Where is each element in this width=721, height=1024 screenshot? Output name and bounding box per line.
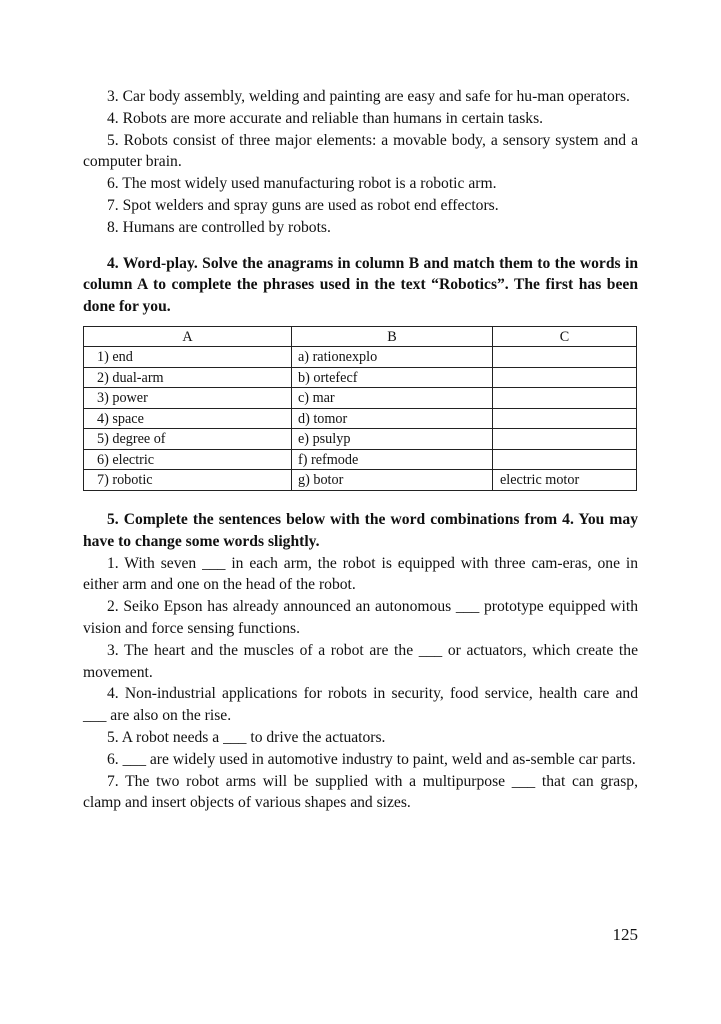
- statement-6: 6. The most widely used manufacturing robot is a robotic arm.: [107, 175, 497, 193]
- cell-b: c) mar: [292, 388, 493, 409]
- sentence-7: 7. The two robot arms will be supplied with a multipurpose ___ that can grasp, clamp and insert objects of various shapes and sizes.: [83, 772, 638, 812]
- cell-b: d) tomor: [292, 408, 493, 429]
- sentence-5: 5. A robot needs a ___ to drive the actuators.: [107, 728, 386, 746]
- statement-4: 4. Robots are more accurate and reliable than humans in certain tasks.: [107, 109, 544, 127]
- cell-a: 7) robotic: [84, 470, 292, 491]
- cell-c: [493, 347, 637, 368]
- column-b-header: B: [292, 326, 493, 347]
- cell-a: 6) electric: [84, 449, 292, 470]
- cell-c: electric motor: [493, 470, 637, 491]
- statement-8: 8. Humans are controlled by robots.: [107, 218, 331, 236]
- sentence-4: 4. Non-industrial applications for robots in security, food service, health care and ___ are also on the rise.: [83, 685, 638, 725]
- exercise-5-instruction: 5. Complete the sentences below with the word combinations from 4. You may have to change some words slightly.: [83, 510, 638, 550]
- anagram-table: [83, 326, 637, 491]
- cell-c: [493, 388, 637, 409]
- table-row: [84, 347, 637, 368]
- sentence-1: 1. With seven ___ in each arm, the robot is equipped with three cam-eras, one in either arm and one on the head of the robot.: [83, 554, 638, 594]
- page-content: [83, 86, 638, 814]
- column-c-header: C: [493, 326, 637, 347]
- table-row: [84, 470, 637, 491]
- table-row: [84, 408, 637, 429]
- sentence-2: 2. Seiko Epson has already announced an autonomous ___ prototype equipped with vision and force sensing functions.: [83, 598, 638, 637]
- sentence-6: 6. ___ are widely used in automotive industry to paint, weld and as-semble car parts.: [107, 750, 636, 768]
- statement-5: 5. Robots consist of three major elements: a movable body, a sensory system and a computer brain.: [83, 131, 638, 171]
- exercise-4-instruction: 4. Word-play. Solve the anagrams in column B and match them to the words in column A to complete the phrases used in the text “Robotics”. The first has been done for you.: [83, 254, 638, 316]
- column-a-header: A: [84, 326, 292, 347]
- cell-c: [493, 408, 637, 429]
- page-number: 125: [612, 925, 638, 944]
- cell-b: g) botor: [292, 470, 493, 491]
- table-header-row: [84, 326, 637, 347]
- table-row: [84, 388, 637, 409]
- cell-a: 2) dual-arm: [84, 367, 292, 388]
- table-row: [84, 429, 637, 450]
- cell-b: a) rationexplo: [292, 347, 493, 368]
- cell-c: [493, 367, 637, 388]
- cell-c: [493, 449, 637, 470]
- sentence-3: 3. The heart and the muscles of a robot are the ___ or actuators, which create the movement.: [83, 641, 638, 681]
- cell-c: [493, 429, 637, 450]
- cell-a: 1) end: [84, 347, 292, 368]
- table-row: [84, 367, 637, 388]
- cell-a: 3) power: [84, 388, 292, 409]
- cell-a: 4) space: [84, 408, 292, 429]
- cell-b: b) ortefecf: [292, 367, 493, 388]
- cell-b: e) psulyp: [292, 429, 493, 450]
- statement-3: 3. Car body assembly, welding and painting are easy and safe for hu-man operators.: [107, 88, 630, 105]
- cell-b: f) refmode: [292, 449, 493, 470]
- cell-a: 5) degree of: [84, 429, 292, 450]
- statement-7: 7. Spot welders and spray guns are used as robot end effectors.: [107, 196, 499, 214]
- table-row: [84, 449, 637, 470]
